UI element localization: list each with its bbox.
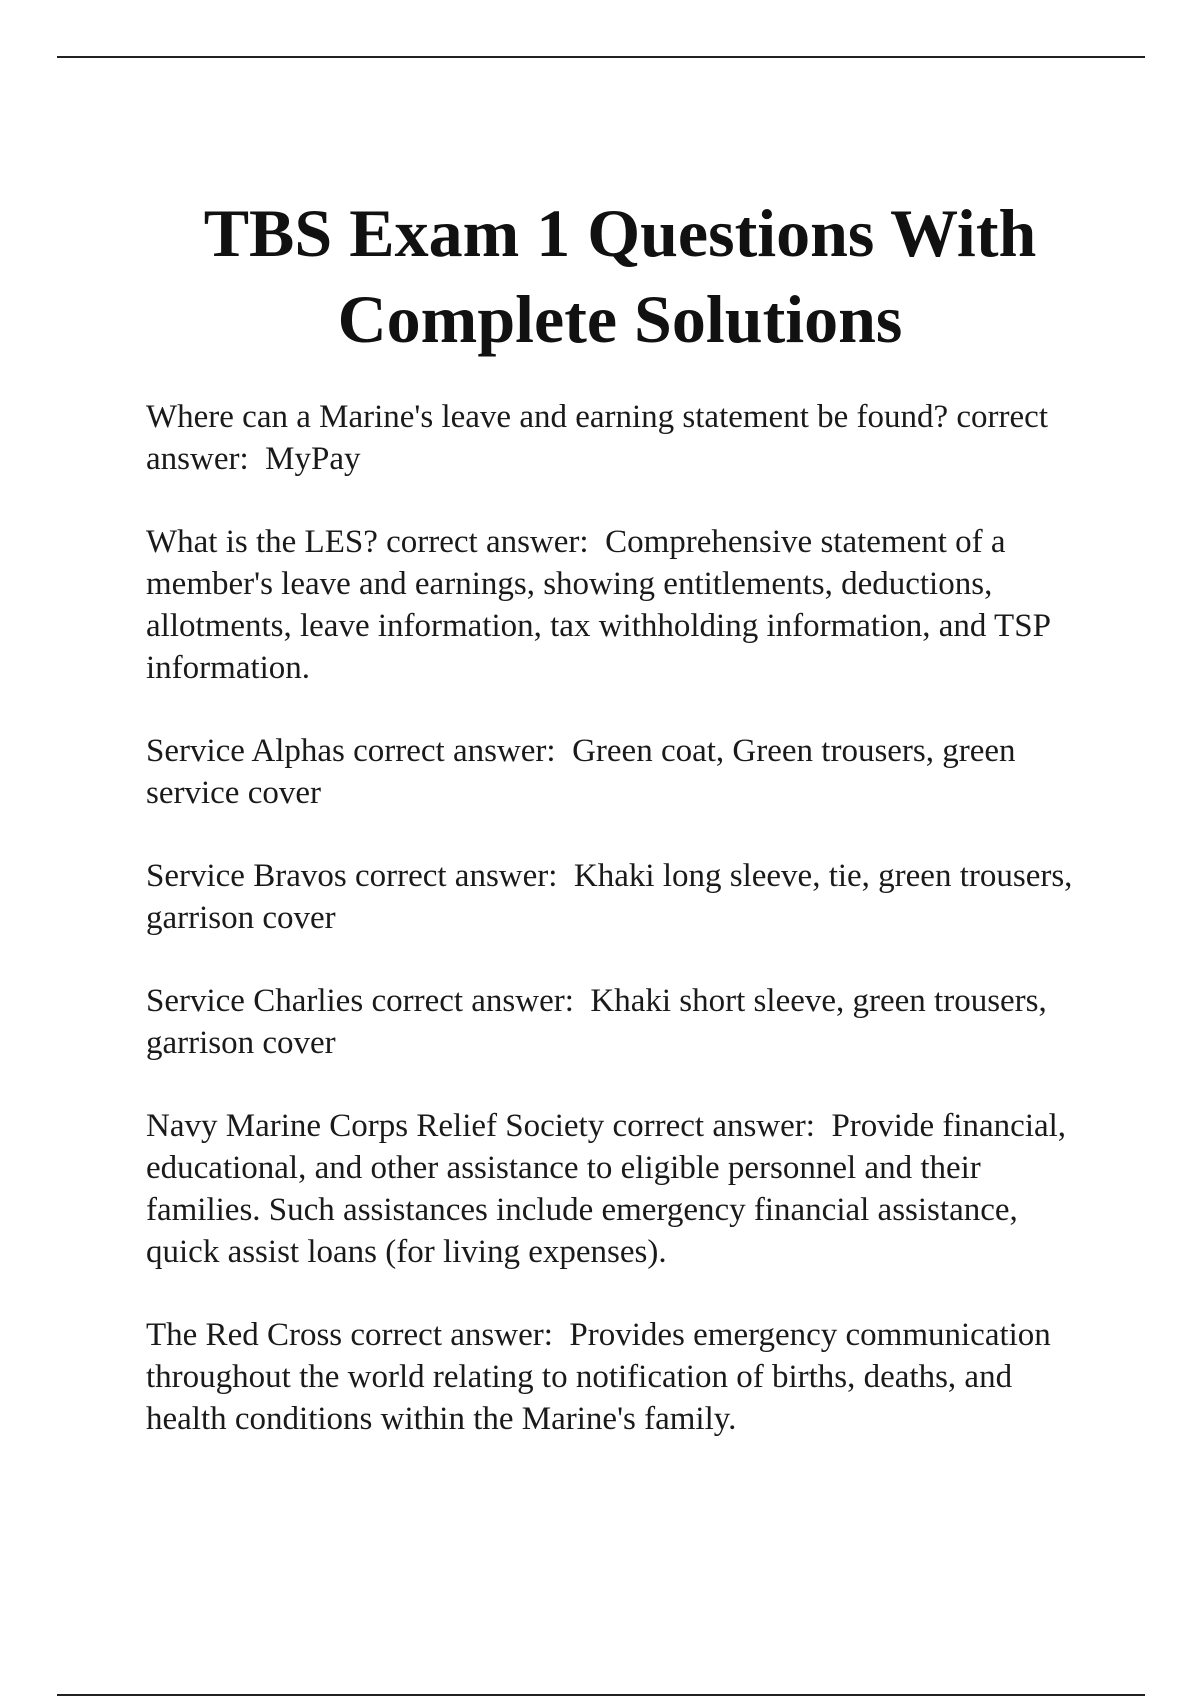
qa-item — [146, 730, 1086, 814]
question-text: Service Alphas — [146, 733, 345, 769]
answer-text: Comprehensive statement of a member's leave and earnings, showing entitlements, deductions, allotments, leave information, tax withholding information, and TSP information. — [146, 524, 1058, 686]
qa-item — [146, 521, 1086, 689]
answer-text: Green coat, Green trousers, green service cover — [146, 733, 1024, 811]
answer-text: Khaki short sleeve, green trousers, garrison cover — [146, 983, 1056, 1061]
qa-list — [146, 396, 1086, 1481]
question-text: Navy Marine Corps Relief Society — [146, 1108, 605, 1144]
qa-item — [146, 1105, 1086, 1273]
qa-item — [146, 396, 1086, 480]
answer-marker: correct answer: — [346, 858, 574, 894]
bottom-divider — [57, 1694, 1145, 1696]
qa-item — [146, 980, 1086, 1064]
document-title — [0, 190, 1200, 362]
answer-marker: correct answer: — [377, 524, 606, 560]
answer-text: Provide financial, educational, and other assistance to eligible personnel and their families. Such assistances include emergency financial assistance, quick assist loans (for living expenses). — [146, 1108, 1075, 1270]
qa-item — [146, 1314, 1086, 1440]
answer-text: MyPay — [265, 441, 361, 477]
title-line-1: TBS Exam 1 Questions With — [203, 195, 1037, 271]
question-text: What is the LES? — [146, 524, 378, 560]
answer-marker: correct answer: — [363, 983, 591, 1019]
question-text: Service Bravos — [146, 858, 347, 894]
title-line-2: Complete Solutions — [337, 281, 903, 357]
answer-text: Khaki long sleeve, tie, green trousers, garrison cover — [146, 858, 1081, 936]
question-text: Where can a Marine's leave and earning statement be found? — [146, 399, 949, 435]
top-divider — [57, 56, 1145, 58]
answer-marker: correct answer: — [344, 733, 573, 769]
answer-marker: correct answer: — [146, 399, 1057, 477]
question-text: Service Charlies — [146, 983, 364, 1019]
answer-text: Provides emergency communication throughout the world relating to notification of births, deaths, and health conditions within the Marine's family. — [146, 1317, 1060, 1437]
answer-marker: correct answer: — [604, 1108, 832, 1144]
qa-item — [146, 855, 1086, 939]
answer-marker: correct answer: — [342, 1317, 570, 1353]
question-text: The Red Cross — [146, 1317, 343, 1353]
